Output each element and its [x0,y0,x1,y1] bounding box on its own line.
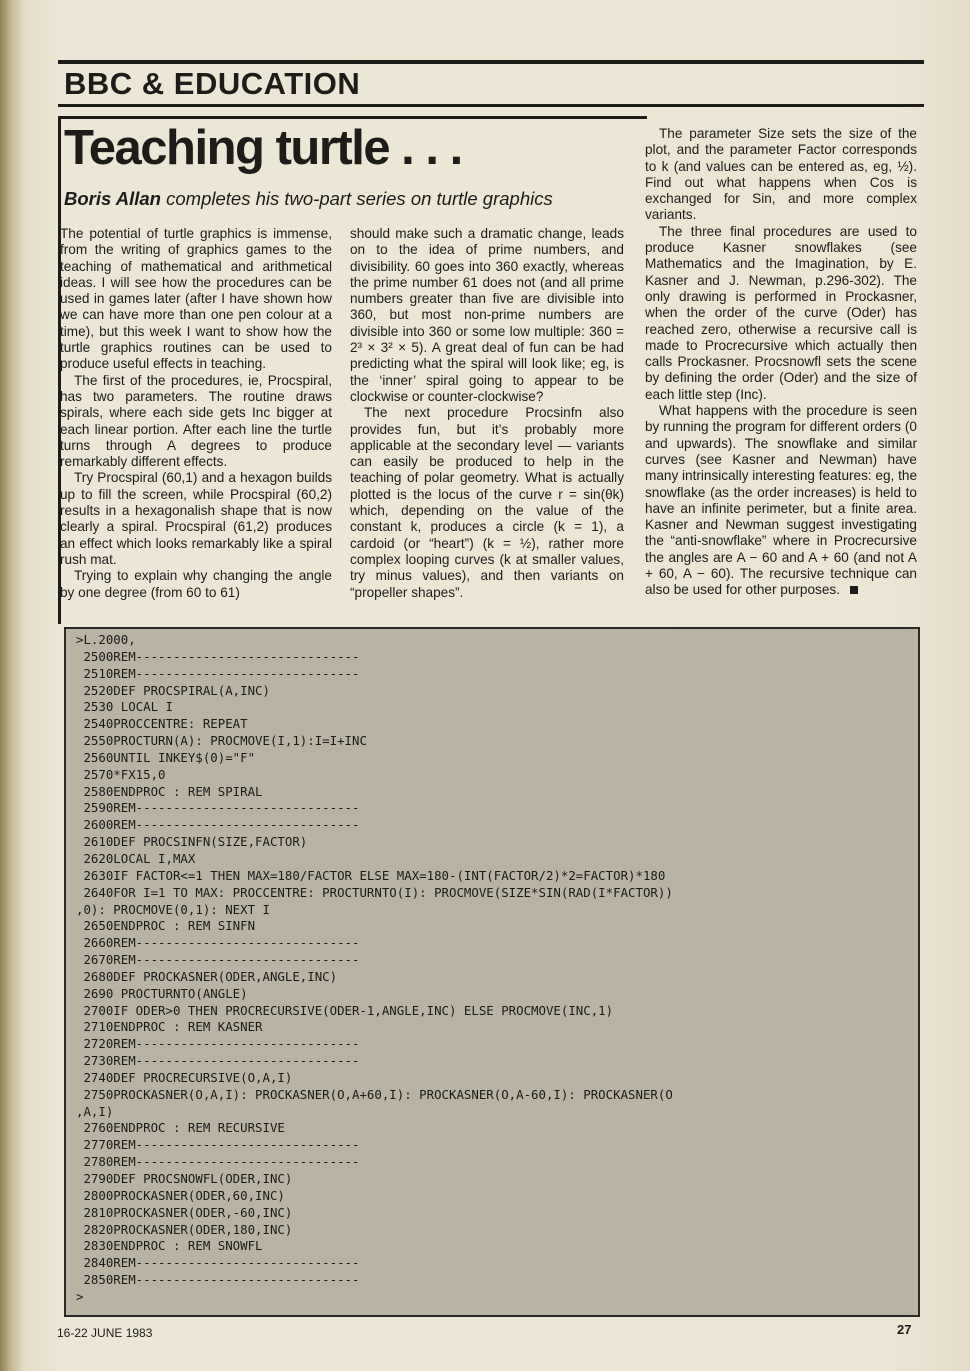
listing-line: 2570*FX15,0 [76,766,166,782]
paragraph: The parameter Size sets the size of the plot, and the parameter Factor corresponds to k (and values can be entered as, eg, ½). Find out what happens when Cos is exchanged for Sin, and more complex variants. [645,126,917,223]
listing-line: 2640FOR I=1 TO MAX: PROCCENTRE: PROCTURNTO(I): PROCMOVE(SIZE*SIN(RAD(I*FACTOR)) [76,884,673,900]
page-number: 27 [897,1322,912,1337]
listing-line: 2720REM------------------------------ [76,1036,360,1052]
listing-line: 2610DEF PROCSINFN(SIZE,FACTOR) [76,834,308,850]
paragraph: Try Procspiral (60,1) and a hexagon builds up to fill the screen, while Procspiral (60,2) results in a hexagonalish shape that is now clearly a spiral. Procspiral (61,2) produces an effect which looks remarkably like a spiral rush mat. [60,470,332,567]
listing-line: 2830ENDPROC : REM SNOWFL [76,1238,263,1254]
listing-line: 2520DEF PROCSPIRAL(A,INC) [76,682,270,698]
author-name: Boris Allan [64,188,161,209]
program-listing [76,632,910,1306]
listing-line: 2790DEF PROCSNOWFL(ODER,INC) [76,1171,293,1186]
listing-line: 2740DEF PROCRECURSIVE(O,A,I) [76,1069,293,1085]
paragraph [645,403,917,599]
paragraph: Trying to explain why changing the angle by one degree (from 60 to 61) [60,568,332,600]
listing-line: > [76,1288,84,1304]
headline: Teaching turtle . . . [64,121,462,175]
listing-line: 2850REM------------------------------ [76,1272,360,1288]
listing-line: 2620LOCAL I,MAX [76,850,196,866]
listing-line: 2760ENDPROC : REM RECURSIVE [76,1120,285,1136]
standfirst [64,188,553,210]
listing-line: 2770REM------------------------------ [76,1137,360,1153]
listing-line: 2660REM------------------------------ [76,935,360,951]
listing-line: 2670REM------------------------------ [76,952,360,968]
binding-shadow [0,0,22,1371]
standfirst-text: completes his two-part series on turtle graphics [160,188,553,209]
listing-line: 2810PROCKASNER(ODER,-60,INC) [76,1204,293,1220]
listing-line: 2780REM------------------------------ [76,1154,360,1170]
listing-line: 2690 PROCTURNTO(ANGLE) [76,985,248,1001]
section-header [58,60,924,107]
listing-line: 2750PROCKASNER(O,A,I): PROCKASNER(O,A+60,I): PROCKASNER(O,A-60,I): PROCKASNER(O [76,1086,673,1102]
listing-line: 2530 LOCAL I [76,699,173,715]
article-column-1 [60,226,332,601]
listing-line: 2630IF FACTOR<=1 THEN MAX=180/FACTOR ELSE MAX=180-(INT(FACTOR/2)*2=FACTOR)*180 [76,867,666,883]
listing-line: 2680DEF PROCKASNER(ODER,ANGLE,INC) [76,968,338,984]
article-column-3 [645,126,917,599]
listing-line: 2500REM------------------------------ [76,648,360,664]
listing-line: 2820PROCKASNER(ODER,180,INC) [76,1221,293,1237]
listing-line: 2840REM------------------------------ [76,1255,360,1271]
listing-line: 2600REM------------------------------ [76,817,360,833]
listing-line: 2540PROCCENTRE: REPEAT [76,716,248,732]
listing-line: 2700IF ODER>0 THEN PROCRECURSIVE(ODER-1,ANGLE,INC) ELSE PROCMOVE(INC,1) [76,1002,614,1018]
end-of-article-mark [850,586,858,594]
paragraph-text: What happens with the procedure is seen by running the program for different orders (0 and upwards). The snowflake and similar curves (see Kasner and Newman) have many intrinsically interesting features: eg, the snowflake (as the order increases) is held to have an infinite perimeter, but a finite area. Kasner and Newman suggest investigating the “anti-snowflake” where in Procrecursive the angles are A − 60 and A + 60 (and not A + 60, A − 60). The recursive technique can also be used for other purposes. [645,403,918,598]
listing-line: ,A,I) [76,1103,114,1119]
paragraph: The first of the procedures, ie, Procspiral, has two parameters. The routine draws spirals, where each side gets Inc bigger at each linear portion. After each line the turtle turns through A degrees to produce remarkably different effects. [60,372,332,470]
listing-line: 2730REM------------------------------ [76,1053,360,1069]
listing-line: 2590REM------------------------------ [76,800,360,816]
listing-line: 2550PROCTURN(A): PROCMOVE(I,1):I=I+INC [76,733,367,749]
listing-line: 2800PROCKASNER(ODER,60,INC) [76,1187,285,1203]
listing-line: ,0): PROCMOVE(0,1): NEXT I [76,901,270,917]
paragraph: should make such a dramatic change, leads on to the idea of prime numbers, and divisibility. 60 goes into 360 exactly, whereas the prime number 61 does not (and all prime numbers greater than five are divisible into 360, but most non-prime numbers are divisible into 360 or some low multiple: 360 = 2³ × 3² × 5). A great deal of fun can be had predicting what the spiral will look like; eg, is the ‘inner’ spiral going to appear to be clockwise or counter-clockwise? [350,226,624,404]
issue-date: 16-22 JUNE 1983 [57,1326,153,1340]
listing-line: 2510REM------------------------------ [76,665,360,681]
listing-line: 2650ENDPROC : REM SINFN [76,918,256,934]
paragraph [60,226,332,373]
listing-line: 2580ENDPROC : REM SPIRAL [76,783,263,799]
paragraph: The three final procedures are used to produce Kasner snowflakes (see Mathematics and the Imagination, by E. Kasner and J. Newman, p.296-302). The only drawing is performed in Prockasner, when the order of the curve (Oder) has reached zero, otherwise a recursive call is made to Procrecursive which actually then calls Prockasner. Procsnowfl sets the scene by defining the order (Oder) and the size of each little step (Inc). [645,223,917,402]
section-title: BBC & EDUCATION [64,66,361,101]
listing-line: >L.2000, [76,632,136,647]
listing-line: 2710ENDPROC : REM KASNER [76,1019,263,1035]
listing-line: 2560UNTIL INKEY$(0)="F" [76,749,256,765]
paragraph-text: The potential of turtle graphics is immense, from the writing of graphics games to the teaching of mathematical and arithmetical ideas. I will see how the procedures can be used in games later (after I have shown how we can have more than one pen colour at a time), but this week I want to show how the turtle graphics routines can be used to produce useful effects in teaching. [60,226,332,372]
article-column-2 [350,226,624,601]
paragraph: The next procedure Procsinfn also provides fun, but it’s probably more applicable at the secondary level — variants can easily be produced to help in the teaching of polar geometry. What is actually plotted is the locus of the curve r = sin(θk) which, depending on the value of the constant k, produces a circle (k = 1), a cardoid (or “heart”) (k = ½), rather more complex looping curves (k at smaller values, try minus values), and then variants on “propeller shapes”. [350,405,624,600]
